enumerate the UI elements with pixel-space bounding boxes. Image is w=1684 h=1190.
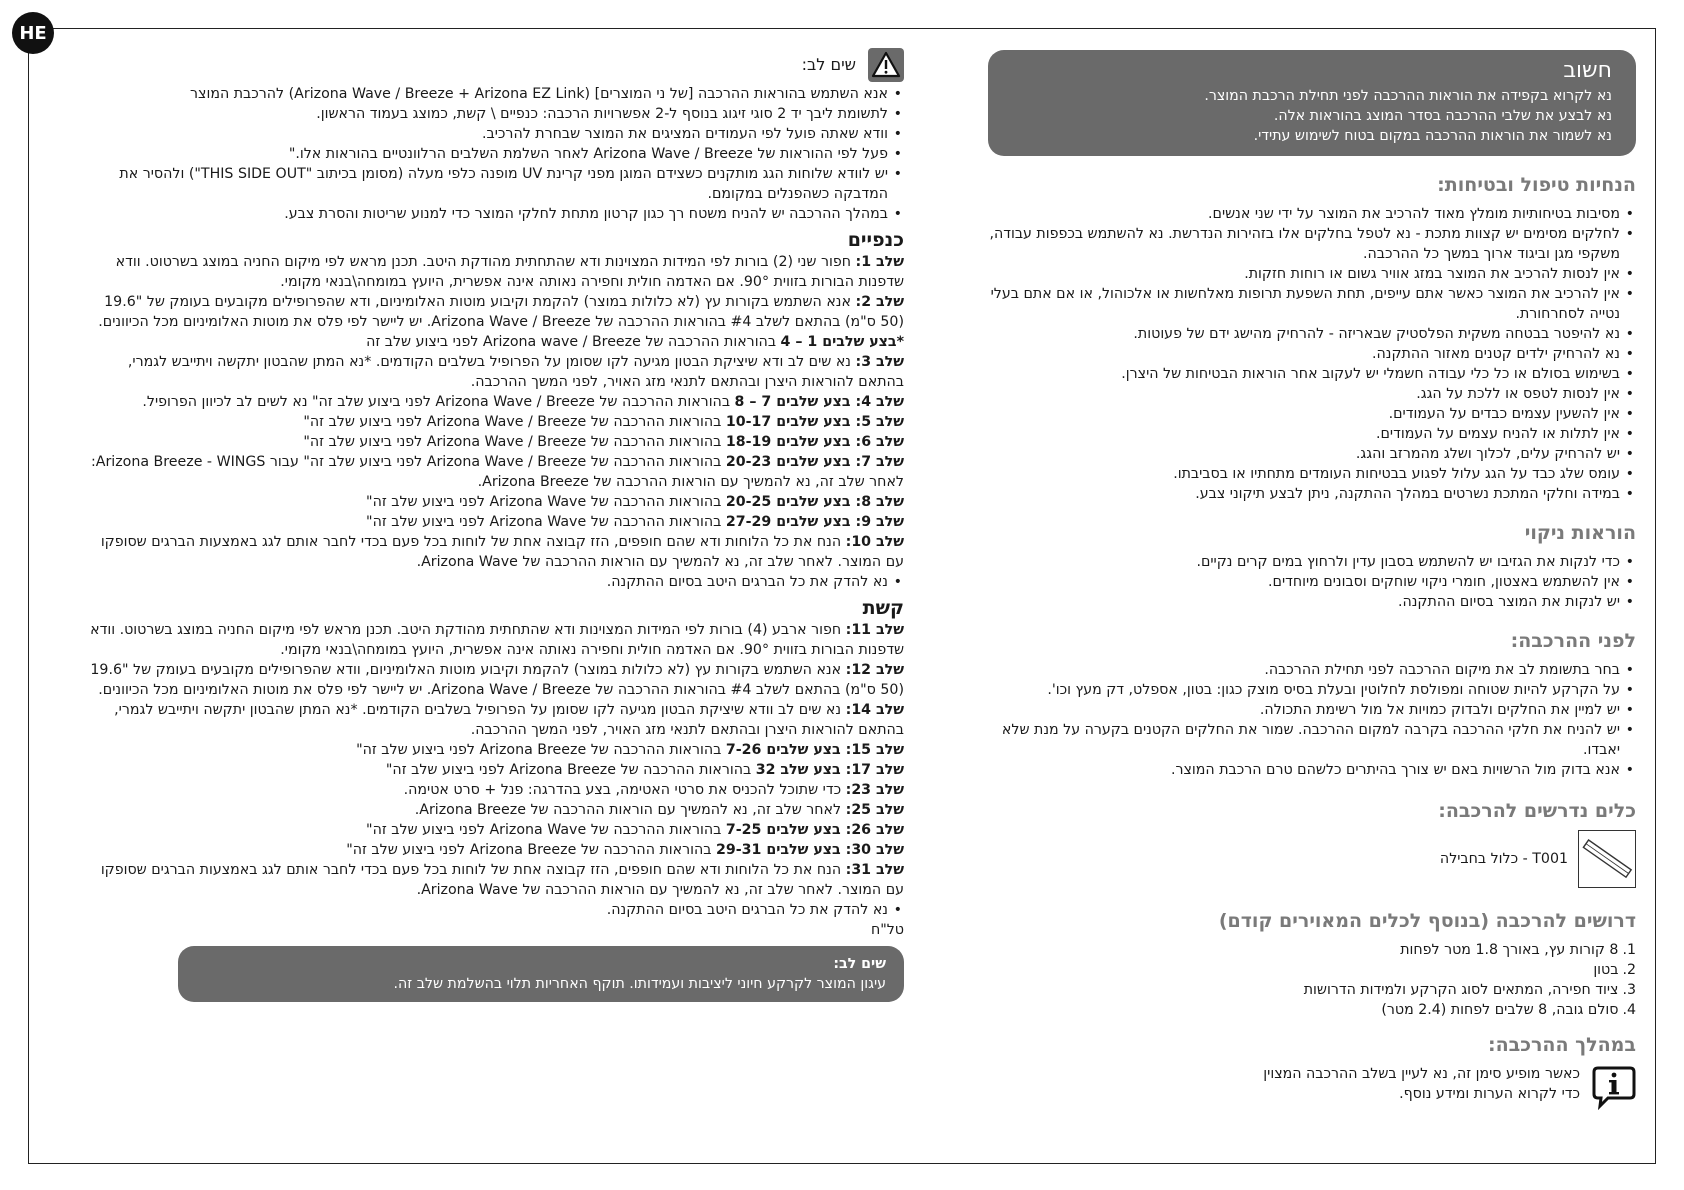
list-item: • במהלך ההרכבה יש להניח משטח רך כגון קרטון מתחת לחלקי המוצר כדי למנוע שריטות והסרת צבע.	[80, 204, 904, 224]
step: שלב 5: בצע שלבים 10-17 בהוראות ההרכבה של Arizona Wave / Breeze לפני ביצוע שלב זה"	[303, 414, 904, 430]
attention-list	[80, 84, 904, 224]
item-number: 3.	[1622, 982, 1636, 998]
wings-heading: כנפיים	[847, 229, 904, 251]
step: שלב 1: חפור שני (2) בורות לפי המידות המצוינות ודא שהתחתית מהודקת היטב. תכנן מראש לפי מיקום החניה במוצג בשרטוט. וודא שדפנות הבורות בזווית 90°. אם האדמה חולית וחפירה נאותה אינה אפשרית, היועץ במומחה\בנאי מקומי.	[115, 254, 904, 290]
list-item: • לחלקים מסימים יש קצוות מתכת - נא לטפל בחלקים אלו בזהירות הנדרשת. נא להשתמש בכפפות עבודה, משקפי מגן וביגוד ארוך במשך כל ההרכבה.	[988, 224, 1636, 264]
list-item: • במידה וחלקי המתכת נשרטים במהלך ההתקנה, ניתן לבצע תיקוני צבע.	[988, 484, 1636, 504]
list-item: • יש לנקות את המוצר בסיום ההתקנה.	[988, 592, 1636, 612]
list-item: • אין לנסות להרכיב את המוצר במזג אוויר גשום או רוחות חזקות.	[988, 264, 1636, 284]
item-text: 8 קורות עץ, באורך 1.8 מטר לפחות	[1400, 942, 1619, 958]
list-item: • אין להשעין עצמים כבדים על העמודים.	[988, 404, 1636, 424]
list-item: • נא להדק את כל הברגים היטב בסיום ההתקנה.	[80, 572, 904, 592]
list-item: • וודא שאתה פועל לפי העמודים המציגים את המוצר שבחרת להרכיב.	[80, 124, 904, 144]
info-line: כדי לקרוא הערות ומידע נוסף.	[1399, 1086, 1580, 1102]
list-item: • על הקרקע להיות שטוחה ומפולסת לחלוטין ובעלת בסיס מוצק כגון: בטון, אספלט, דק מעץ וכו'.	[988, 680, 1636, 700]
item-text: ציוד חפירה, המתאים לסוג הקרקע ולמידות הדרושות	[1303, 982, 1619, 998]
list-item: • יש להניח את חלקי ההרכבה בקרבה למקום ההרכבה. שמור את החלקים הקטנים בקערה על מנת שלא יאבדו.	[988, 720, 1636, 760]
step: שלב 4: בצע שלבים 7 – 8 בהוראות ההרכבה של Arizona Wave / Breeze לפני ביצוע שלב זה" נא לשים לב לכיוון הפרופיל.	[142, 394, 904, 410]
list-item: • מסיבות בטיחותיות מומלץ מאוד להרכיב את המוצר על ידי שני אנשים.	[988, 204, 1636, 224]
important-banner	[988, 50, 1636, 156]
step: שלב 15: בצע שלבים 7-26 בהוראות ההרכבה של Arizona Breeze לפני ביצוע שלב זה"	[356, 742, 904, 758]
list-item: • לתשומת ליבך יד 2 סוגי זיגוג בנוסף ל-2 אפשרויות הרכבה: כנפיים \ קשת, כמוצג בעמוד הראשון.	[80, 104, 904, 124]
spirit-level-icon	[1579, 831, 1635, 887]
item-text: בטון	[1593, 962, 1619, 978]
step: שלב 26: בצע שלבים 7-25 בהוראות ההרכבה של Arizona Wave לפני ביצוע שלב זה"	[366, 822, 904, 838]
before-list	[988, 660, 1636, 780]
tool-image	[1578, 830, 1636, 888]
item-number: 4.	[1622, 1002, 1636, 1018]
safety-heading: הנחיות טיפול ובטיחות:	[1437, 174, 1636, 196]
step: שלב 9: בצע שלבים 27-29 בהוראות ההרכבה של Arizona Wave לפני ביצוע שלב זה"	[366, 514, 904, 530]
right-column	[988, 50, 1636, 1110]
required-heading: דרושים להרכבה (בנוסף לכלים המאוירים קודם)	[1218, 910, 1636, 932]
step: שלב 14: נא שים לב וודא שיציקת הבטון מגיעה לקו שסומן על הפרופיל בשלבים הקודמים. *נא המתן שהבטון יתקשה ויתייבש לגמרי, בהתאם להוראות היצרן ובהתאם לתנאי מזג האויר, לפני המשך ההרכבה.	[114, 702, 904, 738]
list-item	[988, 960, 1636, 980]
list-item: • אנא השתמש בהוראות ההרכבה [של ני המוצרים] (Arizona Wave / Breeze + Arizona EZ Link) להרכבת המוצר	[80, 84, 904, 104]
info-line: כאשר מופיע סימן זה, נא לעיין בשלב ההרכבה המצוין	[1263, 1066, 1580, 1082]
info-note	[988, 1064, 1636, 1110]
item-number: 2.	[1622, 962, 1636, 978]
list-item: • בחר בתשומת לב את מיקום ההרכבה לפני תחילת ההרכבה.	[988, 660, 1636, 680]
list-item: • יש למיין את החלקים ולבדוק כמויות אל מול רשימת התכולה.	[988, 700, 1636, 720]
list-item	[988, 940, 1636, 960]
list-item: • פעל לפי ההוראות של Arizona Wave / Breeze לאחר השלמת השלבים הרלוונטיים בהוראות אלו."	[80, 144, 904, 164]
footer-code: טל"ח	[870, 922, 904, 938]
list-item: • נא להדק את כל הברגים היטב בסיום ההתקנה.	[80, 900, 904, 920]
step: שלב 31: הנח את כל הלוחות ודא שהם חופפים, הזז קבוצה אחת של לוחות בכל פעם בכדי לחבר אותם לגג באמצעות הברגים שסופקו עם המוצר. לאחר שלב זה, נא להמשיך עם הוראות ההרכבה של Arizona Wave.	[100, 862, 904, 898]
list-item: • אין להשתמש באצטון, חומרי ניקוי שוחקים וסבונים מיוחדים.	[988, 572, 1636, 592]
list-item: • אין להרכיב את המוצר כאשר אתם עייפים, תחת השפעת תרופות מאלחשות או אלכוהול, או אם אתם בעלי נטייה לסחרחורת.	[988, 284, 1636, 324]
important-title: חשוב	[1563, 58, 1612, 83]
step: שלב 11: חפור ארבע (4) בורות לפי המידות המצוינות ודא שהתחתית מהודקת היטב. תכנן מראש לפי מיקום החניה במוצג בשרטוט. וודא שדפנות הבורות בזווית 90°. אם האדמה חולית וחפירה נאותה אינה אפשרית, היועץ במומחה\בנאי מקומי.	[90, 622, 904, 658]
list-item: • עומס שלג כבד על הגג עלול לפגוע בבטיחות העומדים מתחתיו או בסביבתו.	[988, 464, 1636, 484]
list-item: • אין לתלות או להניח עצמים על העמודים.	[988, 424, 1636, 444]
step: שלב 25: לאחר שלב זה, נא להמשיך עם הוראות ההרכבה של Arizona Breeze.	[414, 802, 904, 818]
before-heading: לפני ההרכבה:	[1510, 630, 1636, 652]
list-item: • כדי לנקות את הגזיבו יש להשתמש בסבון עדין ולרחוץ במים קרים נקיים.	[988, 552, 1636, 572]
step: שלב 12: אנא השתמש בקורות עץ (לא כלולות במוצר) להקמת וקיבוע מוטות האלומיניום, וודא שהפרופילים מקובעים בעומק של "19.6 (50 ס"מ) בהתאם לשלב #4 בהוראות ההרכבה של Arizona Wave / Breeze. יש ליישר לפי פלס את מוטות האלומיניום מכל הכיוונים.	[90, 662, 904, 698]
attention-title: שים לב:	[801, 55, 856, 74]
attention-header	[80, 48, 904, 82]
info-icon	[1592, 1064, 1636, 1110]
during-heading: במהלך ההרכבה:	[1487, 1034, 1636, 1056]
list-item: • נא להרחיק ילדים קטנים מאזור ההתקנה.	[988, 344, 1636, 364]
list-item: • בשימוש בסולם או כל כלי עבודה חשמלי יש לעקוב אחר הוראות הבטיחות של היצרן.	[988, 364, 1636, 384]
important-line: נא לבצע את שלבי ההרכבה בסדר המוצג בהוראות אלה.	[1273, 108, 1612, 124]
language-badge: HE	[12, 12, 54, 54]
important-line: נא לקרוא בקפידה את הוראות ההרכבה לפני תחילת הרכבת המוצר.	[1204, 88, 1612, 104]
note-banner	[178, 946, 904, 1002]
list-item	[988, 1000, 1636, 1020]
cleaning-heading: הוראות ניקוי	[1524, 522, 1636, 544]
left-column	[80, 48, 904, 1002]
list-item: • יש להרחיק עלים, לכלוך ושלג מהמרזב והגג.	[988, 444, 1636, 464]
item-number: 1.	[1622, 942, 1636, 958]
wings-steps	[80, 252, 904, 592]
note-text: עיגון המוצר לקרקע חיוני ליציבות ועמידותו. תוקף האחריות תלוי בהשלמת שלב זה.	[393, 976, 886, 992]
tool-label: T001 - כלול בחבילה	[1439, 851, 1568, 867]
step: *בצע שלבים 1 – 4 בהוראות ההרכבה של Arizona wave / Breeze לפני ביצוע שלב זה	[366, 334, 904, 350]
step: שלב 2: אנא השתמש בקורות עץ (לא כלולות במוצר) להקמת וקיבוע מוטות האלומיניום, ודא שהפרופילים מקובעים בעומק של "19.6 (50 ס"מ) בהתאם לשלב #4 בהוראות ההרכבה של Arizona Wave / Breeze. יש ליישר לפי פלס את מוטות האלומיניום מכל הכיוונים.	[98, 294, 904, 330]
list-item: • אין לנסות לטפס או ללכת על הגג.	[988, 384, 1636, 404]
step: שלב 30: בצע שלבים 29-31 בהוראות ההרכבה של Arizona Breeze לפני ביצוע שלב זה"	[346, 842, 904, 858]
step: שלב 6: בצע שלבים 18-19 בהוראות ההרכבה של Arizona Wave / Breeze לפני ביצוע שלב זה"	[303, 434, 904, 450]
tools-heading: כלים נדרשים להרכבה:	[1438, 800, 1636, 822]
safety-list	[988, 204, 1636, 504]
step: שלב 3: נא שים לב ודא שיציקת הבטון מגיעה לקו שסומן על הפרופיל בשלבים הקודמים. *נא המתן שהבטון יתקשה ויתייבש לגמרי, בהתאם להוראות היצרן ובהתאם לתנאי מזג האויר, לפני המשך ההרכבה.	[127, 354, 904, 390]
step: שלב 17: בצע שלב 32 בהוראות ההרכבה של Arizona Breeze לפני ביצוע שלב זה"	[385, 762, 904, 778]
list-item: • אנא בדוק מול הרשויות באם יש צורך בהיתרים כלשהם טרם הרכבת המוצר.	[988, 760, 1636, 780]
warning-icon	[868, 48, 904, 82]
arch-heading: קשת	[862, 597, 904, 619]
item-text: סולם גובה, 8 שלבים לפחות (2.4 מטר)	[1381, 1002, 1619, 1018]
step: שלב 7: בצע שלבים 20-23 בהוראות ההרכבה של Arizona Wave / Breeze לפני ביצוע שלב זה" עבור Arizona Breeze - WINGS: לאחר שלב זה, נא להמשיך עם הוראות ההרכבה של Arizona Breeze.	[90, 454, 904, 490]
info-text	[1263, 1064, 1580, 1104]
arch-steps	[80, 620, 904, 940]
required-list	[988, 940, 1636, 1020]
tool-item	[988, 830, 1636, 888]
note-title: שים לב:	[833, 956, 886, 972]
step: שלב 8: בצע שלבים 20-25 בהוראות ההרכבה של Arizona Wave לפני ביצוע שלב זה"	[366, 494, 904, 510]
list-item	[988, 980, 1636, 1000]
step: שלב 23: כדי שתוכל להכניס את סרטי האטימה, בצע בהדרגה: פנל + סרט אטימה.	[403, 782, 904, 798]
important-line: נא לשמור את הוראות ההרכבה במקום בטוח לשימוש עתידי.	[1253, 128, 1612, 144]
list-item: • נא להיפטר בבטחה משקית הפלסטיק שבאריזה - להרחיק מהישג ידם של פעוטות.	[988, 324, 1636, 344]
cleaning-list	[988, 552, 1636, 612]
step: שלב 10: הנח את כל הלוחות ודא שהם חופפים, הזז קבוצה אחת של לוחות בכל פעם בכדי לחבר אותם לגג באמצעות הברגים שסופקו עם המוצר. לאחר שלב זה, נא להמשיך עם הוראות ההרכבה של Arizona Wave.	[100, 534, 904, 570]
list-item: • יש לוודא שלוחות הגג מותקנים כשצידם המוגן מפני קרינת UV מופנה כלפי מעלה (מסומן בכיתוב "THIS SIDE OUT") ולהסיר את המדבקה כשהפנלים במקומם.	[80, 164, 904, 204]
